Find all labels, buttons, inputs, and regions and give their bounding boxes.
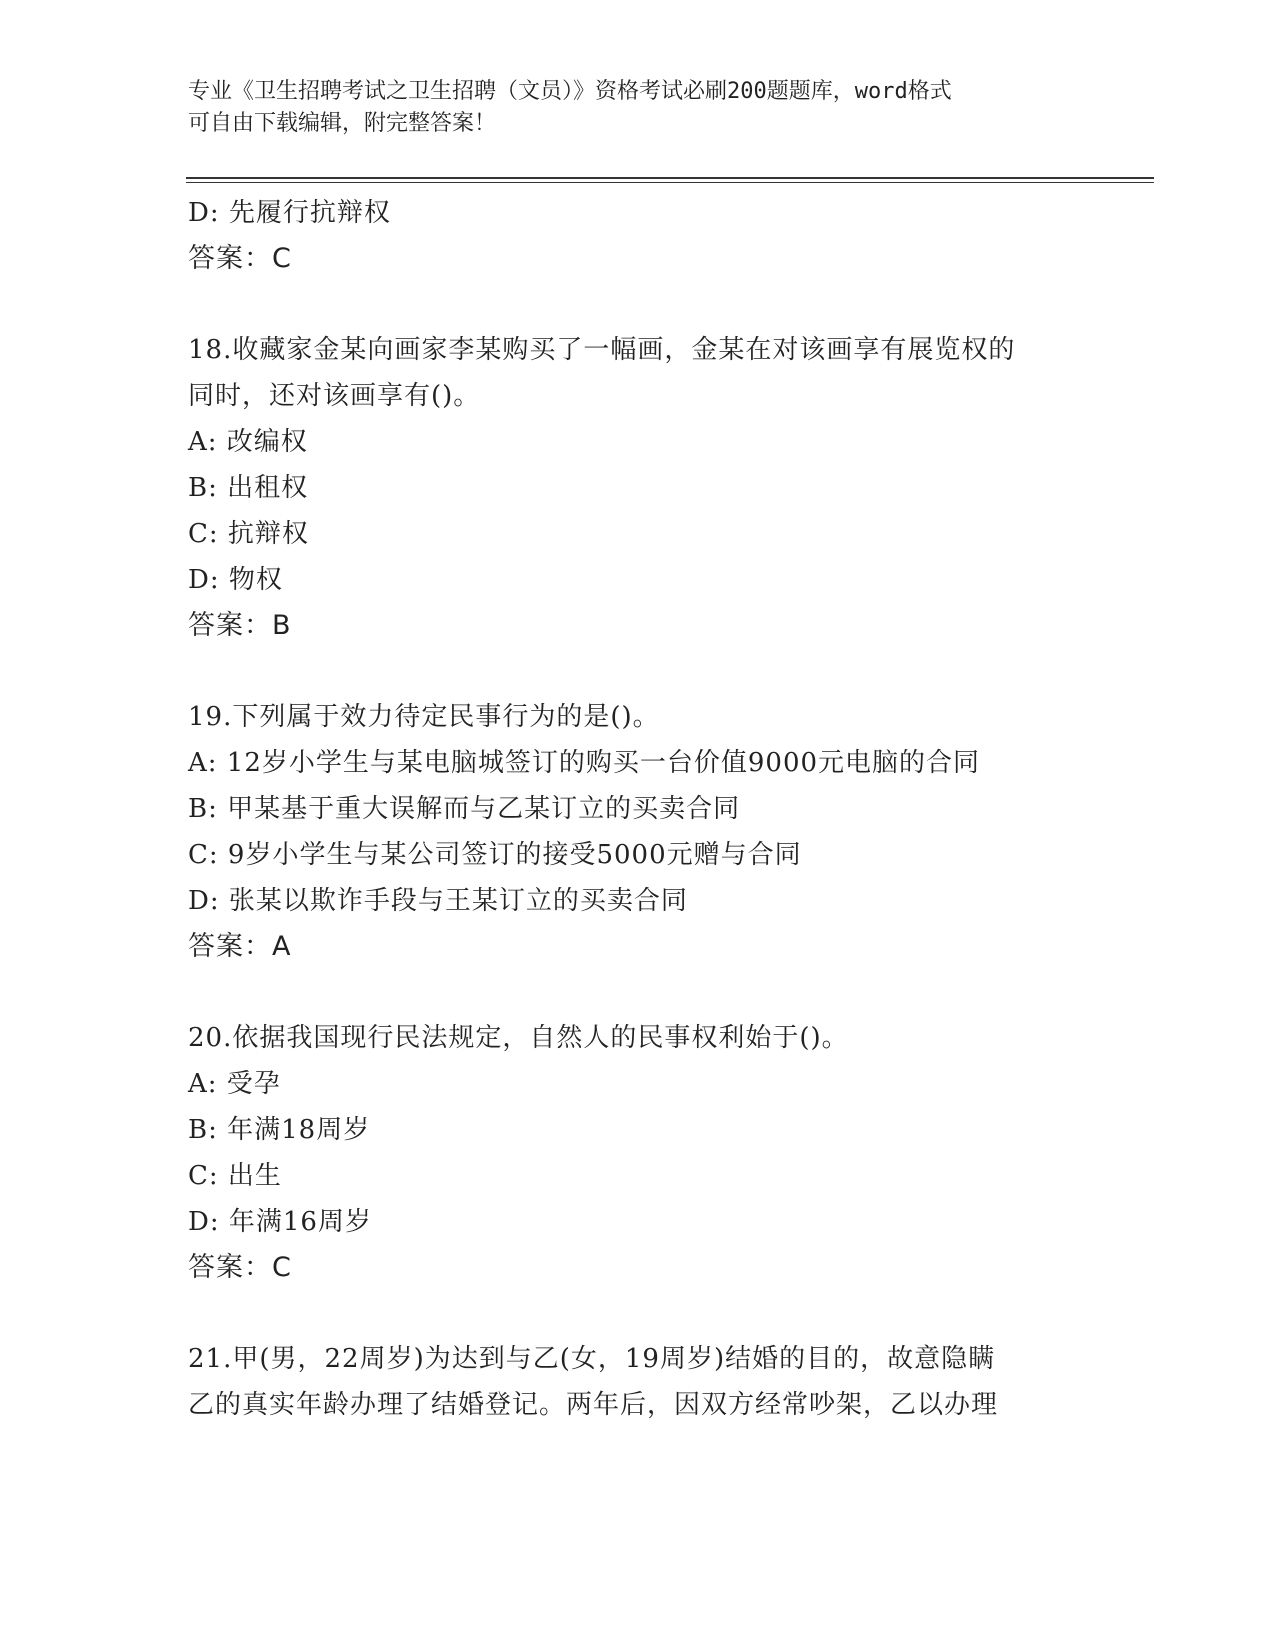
question-stem-continued: 同时，还对该画享有()。 bbox=[188, 381, 481, 411]
header-title-line-2: 可自由下载编辑，附完整答案！ bbox=[188, 111, 497, 136]
answer: 答案：C bbox=[188, 243, 292, 274]
option-d: D: 物权 bbox=[188, 565, 283, 595]
option-c: C: 9岁小学生与某公司签订的接受5000元赠与合同 bbox=[188, 840, 802, 870]
question-17-tail bbox=[188, 190, 1088, 282]
option-c: C: 出生 bbox=[188, 1161, 282, 1191]
header-title-line-1: 专业《卫生招聘考试之卫生招聘（文员）》资格考试必刷200题题库，word格式 bbox=[188, 79, 952, 104]
question-stem: 19.下列属于效力待定民事行为的是()。 bbox=[188, 702, 660, 732]
option-d: D: 先履行抗辩权 bbox=[188, 198, 391, 228]
answer: 答案：B bbox=[188, 610, 292, 641]
option-a: A: 改编权 bbox=[188, 427, 308, 457]
question-stem: 21.甲(男，22周岁)为达到与乙(女，19周岁)结婚的目的，故意隐瞒 bbox=[188, 1344, 996, 1374]
answer: 答案：A bbox=[188, 931, 292, 962]
option-a: A: 受孕 bbox=[188, 1069, 281, 1099]
option-b: B: 年满18周岁 bbox=[188, 1115, 371, 1145]
option-d: D: 张某以欺诈手段与王某订立的买卖合同 bbox=[188, 886, 688, 916]
question-21 bbox=[188, 1336, 1088, 1428]
header-divider-thin bbox=[186, 182, 1154, 183]
question-stem: 20.依据我国现行民法规定，自然人的民事权利始于()。 bbox=[188, 1023, 849, 1053]
option-d: D: 年满16周岁 bbox=[188, 1207, 372, 1237]
header-divider-thick bbox=[186, 177, 1154, 179]
question-20 bbox=[188, 1015, 1088, 1291]
option-a: A: 12岁小学生与某电脑城签订的购买一台价值9000元电脑的合同 bbox=[188, 748, 981, 778]
document-header bbox=[188, 76, 1088, 140]
question-19 bbox=[188, 694, 1088, 970]
question-list bbox=[188, 190, 1088, 1428]
question-18 bbox=[188, 327, 1088, 649]
option-b: B: 出租权 bbox=[188, 473, 309, 503]
option-b: B: 甲某基于重大误解而与乙某订立的买卖合同 bbox=[188, 794, 741, 824]
option-c: C: 抗辩权 bbox=[188, 519, 309, 549]
answer: 答案：C bbox=[188, 1252, 292, 1283]
question-stem: 18.收藏家金某向画家李某购买了一幅画，金某在对该画享有展览权的 bbox=[188, 335, 1016, 365]
question-stem-continued: 乙的真实年龄办理了结婚登记。两年后，因双方经常吵架，乙以办理 bbox=[188, 1390, 999, 1420]
